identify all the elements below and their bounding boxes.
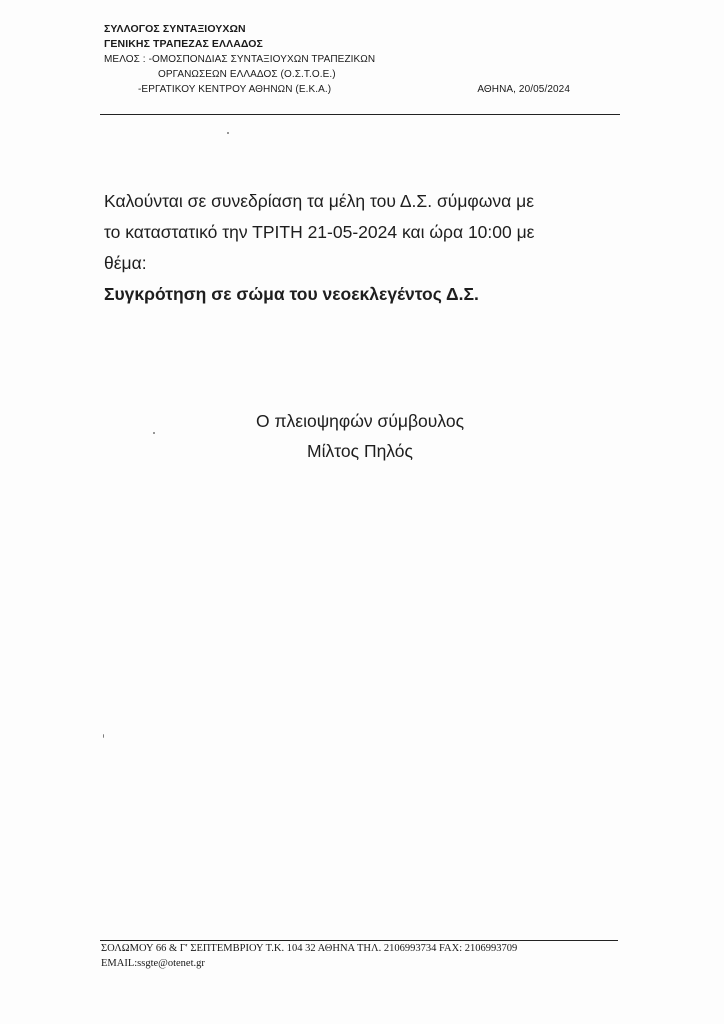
document-date: ΑΘΗΝΑ, 20/05/2024 [477, 84, 570, 95]
scan-speck [103, 734, 104, 738]
footer-address: ΣΟΛΩΜΟΥ 66 & Γ' ΣΕΠΤΕΜΒΡΙΟΥ Τ.Κ. 104 32 ΑΘΗΝΑ ΤΗΛ. 2106993734 FAX: 2106993709 [101, 943, 518, 954]
signatory-title: Ο πλειοψηφών σύμβουλος [255, 411, 465, 431]
body-line-3: θέμα: [104, 253, 147, 273]
bank-name: ΓΕΝΙΚΗΣ ΤΡΑΠΕΖΑΣ ΕΛΛΑΔΟΣ [104, 38, 263, 50]
membership-line-1: ΜΕΛΟΣ : -ΟΜΟΣΠΟΝΔΙΑΣ ΣΥΝΤΑΞΙΟΥΧΩΝ ΤΡΑΠΕΖΙΚΩΝ [104, 54, 376, 65]
footer [101, 941, 641, 971]
body-line-2: το καταστατικό την ΤΡΙΤΗ 21-05-2024 και ώρα 10:00 με [104, 222, 535, 242]
signature-block [200, 406, 520, 466]
association-name: ΣΥΛΛΟΓΟΣ ΣΥΝΤΑΞΙΟΥΧΩΝ [104, 23, 246, 35]
footer-email: EMAIL:ssgte@otenet.gr [101, 958, 205, 969]
notice-body [104, 186, 644, 310]
membership-line-3-text: -ΕΡΓΑΤΙΚΟΥ ΚΕΝΤΡΟΥ ΑΘΗΝΩΝ (Ε.Κ.Α.) [138, 84, 332, 95]
membership-line-2: ΟΡΓΑΝΩΣΕΩΝ ΕΛΛΑΔΟΣ (Ο.Σ.Τ.Ο.Ε.) [158, 69, 336, 80]
body-line-1: Καλούνται σε συνεδρίαση τα μέλη του Δ.Σ. σύμφωνα με [104, 191, 535, 211]
scan-speck [153, 432, 155, 434]
header-divider [100, 114, 620, 115]
letterhead [104, 22, 624, 97]
signatory-name: Μίλτος Πηλός [307, 441, 413, 461]
scan-speck [227, 132, 229, 134]
meeting-subject: Συγκρότηση σε σώμα του νεοεκλεγέντος Δ.Σ. [104, 284, 479, 304]
